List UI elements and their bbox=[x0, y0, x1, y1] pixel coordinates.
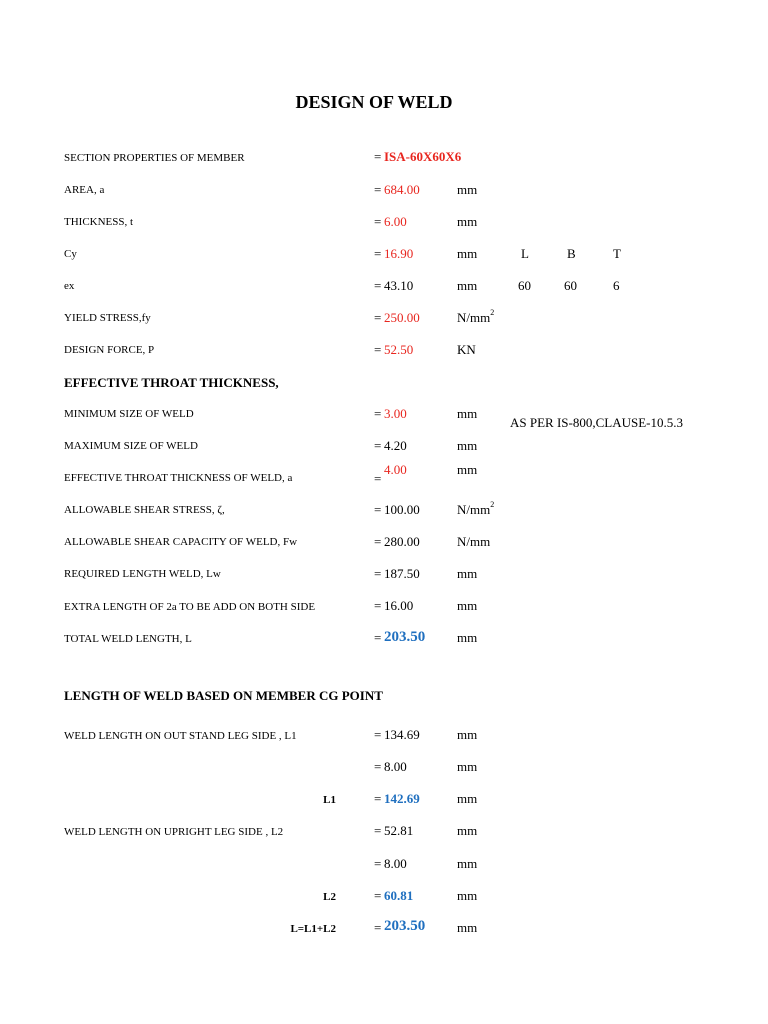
value-effective-throat: 4.00 bbox=[384, 462, 407, 477]
value-required-length: 187.50 bbox=[384, 566, 420, 581]
dim-header-t: T bbox=[613, 246, 621, 261]
label-ex: ex bbox=[64, 280, 75, 292]
unit-ex: mm bbox=[457, 278, 478, 293]
value-yield-stress: 250.00 bbox=[384, 310, 420, 325]
label-area: AREA, a bbox=[64, 184, 105, 196]
unit-text: N/mm bbox=[457, 310, 491, 325]
unit-l1-extra: mm bbox=[457, 759, 478, 774]
equals-sign: = bbox=[374, 438, 382, 453]
label-cy: Cy bbox=[64, 248, 77, 260]
equals-sign: = bbox=[374, 727, 382, 742]
equals-sign: = bbox=[374, 888, 382, 903]
equals-sign: = bbox=[374, 310, 382, 325]
label-effective-throat: EFFECTIVE THROAT THICKNESS OF WELD, a bbox=[64, 472, 293, 484]
label-max-weld: MAXIMUM SIZE OF WELD bbox=[64, 440, 198, 452]
equals-sign: = bbox=[374, 759, 382, 774]
label-design-force: DESIGN FORCE, P bbox=[64, 344, 155, 356]
value-l2-base: 52.81 bbox=[384, 823, 414, 838]
dim-value-t: 6 bbox=[613, 278, 620, 293]
equals-sign: = bbox=[374, 920, 382, 935]
unit-effective-throat: mm bbox=[457, 462, 478, 477]
unit-text: N/mm bbox=[457, 502, 491, 517]
equals-sign: = bbox=[374, 278, 382, 293]
unit-total-weld-length: mm bbox=[457, 630, 478, 645]
value-l1-extra: 8.00 bbox=[384, 759, 407, 774]
unit-yield-stress bbox=[457, 310, 494, 326]
label-l2-upright: WELD LENGTH ON UPRIGHT LEG SIDE , L2 bbox=[64, 826, 284, 838]
dim-value-b: 60 bbox=[564, 278, 577, 293]
label-l1: L1 bbox=[323, 794, 336, 806]
value-design-force: 52.50 bbox=[384, 342, 414, 357]
value-min-weld: 3.00 bbox=[384, 406, 407, 421]
unit-area: mm bbox=[457, 182, 478, 197]
unit-l2-base: mm bbox=[457, 823, 478, 838]
label-l-total: L=L1+L2 bbox=[290, 923, 336, 935]
label-min-weld: MINIMUM SIZE OF WELD bbox=[64, 408, 194, 420]
value-ex: 43.10 bbox=[384, 278, 414, 293]
unit-required-length: mm bbox=[457, 566, 478, 581]
unit-superscript: 2 bbox=[490, 500, 495, 509]
equals-sign: = bbox=[374, 149, 382, 164]
value-thickness: 6.00 bbox=[384, 214, 407, 229]
label-required-length: REQUIRED LENGTH WELD, Lw bbox=[64, 568, 221, 580]
dim-header-b: B bbox=[567, 246, 576, 261]
equals-sign: = bbox=[374, 471, 382, 486]
value-total-weld-length: 203.50 bbox=[384, 629, 426, 645]
equals-sign: = bbox=[374, 502, 382, 517]
value-area: 684.00 bbox=[384, 182, 420, 197]
value-max-weld: 4.20 bbox=[384, 438, 407, 453]
page-title: DESIGN OF WELD bbox=[295, 92, 453, 112]
unit-thickness: mm bbox=[457, 214, 478, 229]
unit-l1-base: mm bbox=[457, 727, 478, 742]
label-yield-stress: YIELD STRESS,fy bbox=[64, 312, 151, 324]
unit-allowable-shear-stress bbox=[457, 502, 494, 518]
equals-sign: = bbox=[374, 182, 382, 197]
label-l1-outstand: WELD LENGTH ON OUT STAND LEG SIDE , L1 bbox=[64, 730, 297, 742]
unit-l2-extra: mm bbox=[457, 856, 478, 871]
label-thickness: THICKNESS, t bbox=[64, 216, 134, 228]
value-extra-length: 16.00 bbox=[384, 598, 414, 613]
unit-l1: mm bbox=[457, 791, 478, 806]
equals-sign: = bbox=[374, 791, 382, 806]
label-l2: L2 bbox=[323, 891, 336, 903]
value-l-total: 203.50 bbox=[384, 918, 426, 934]
label-total-weld-length: TOTAL WELD LENGTH, L bbox=[64, 633, 192, 645]
label-allowable-shear-capacity: ALLOWABLE SHEAR CAPACITY OF WELD, Fw bbox=[64, 536, 298, 548]
unit-l-total: mm bbox=[457, 920, 478, 935]
dim-header-l: L bbox=[521, 246, 529, 261]
value-cy: 16.90 bbox=[384, 246, 414, 261]
section-header-throat: EFFECTIVE THROAT THICKNESS, bbox=[64, 375, 279, 390]
value-section: ISA-60X60X6 bbox=[384, 149, 462, 164]
equals-sign: = bbox=[374, 406, 382, 421]
unit-allowable-shear-capacity: N/mm bbox=[457, 534, 491, 549]
section-header-cg: LENGTH OF WELD BASED ON MEMBER CG POINT bbox=[64, 688, 383, 703]
value-l1-base: 134.69 bbox=[384, 727, 420, 742]
unit-min-weld: mm bbox=[457, 406, 478, 421]
value-allowable-shear-capacity: 280.00 bbox=[384, 534, 420, 549]
unit-l2: mm bbox=[457, 888, 478, 903]
equals-sign: = bbox=[374, 246, 382, 261]
label-section-properties: SECTION PROPERTIES OF MEMBER bbox=[64, 152, 245, 164]
value-l2-extra: 8.00 bbox=[384, 856, 407, 871]
unit-design-force: KN bbox=[457, 342, 476, 357]
equals-sign: = bbox=[374, 856, 382, 871]
unit-cy: mm bbox=[457, 246, 478, 261]
equals-sign: = bbox=[374, 598, 382, 613]
label-allowable-shear-stress: ALLOWABLE SHEAR STRESS, ζ, bbox=[64, 504, 225, 516]
clause-note: AS PER IS-800,CLAUSE-10.5.3 bbox=[510, 415, 683, 430]
equals-sign: = bbox=[374, 823, 382, 838]
value-allowable-shear-stress: 100.00 bbox=[384, 502, 420, 517]
unit-max-weld: mm bbox=[457, 438, 478, 453]
label-extra-length: EXTRA LENGTH OF 2a TO BE ADD ON BOTH SIDE bbox=[64, 601, 316, 613]
unit-superscript: 2 bbox=[490, 308, 495, 317]
dim-value-l: 60 bbox=[518, 278, 531, 293]
equals-sign: = bbox=[374, 342, 382, 357]
value-l1: 142.69 bbox=[384, 791, 420, 806]
equals-sign: = bbox=[374, 534, 382, 549]
value-l2: 60.81 bbox=[384, 888, 414, 903]
equals-sign: = bbox=[374, 566, 382, 581]
equals-sign: = bbox=[374, 630, 382, 645]
unit-extra-length: mm bbox=[457, 598, 478, 613]
equals-sign: = bbox=[374, 214, 382, 229]
